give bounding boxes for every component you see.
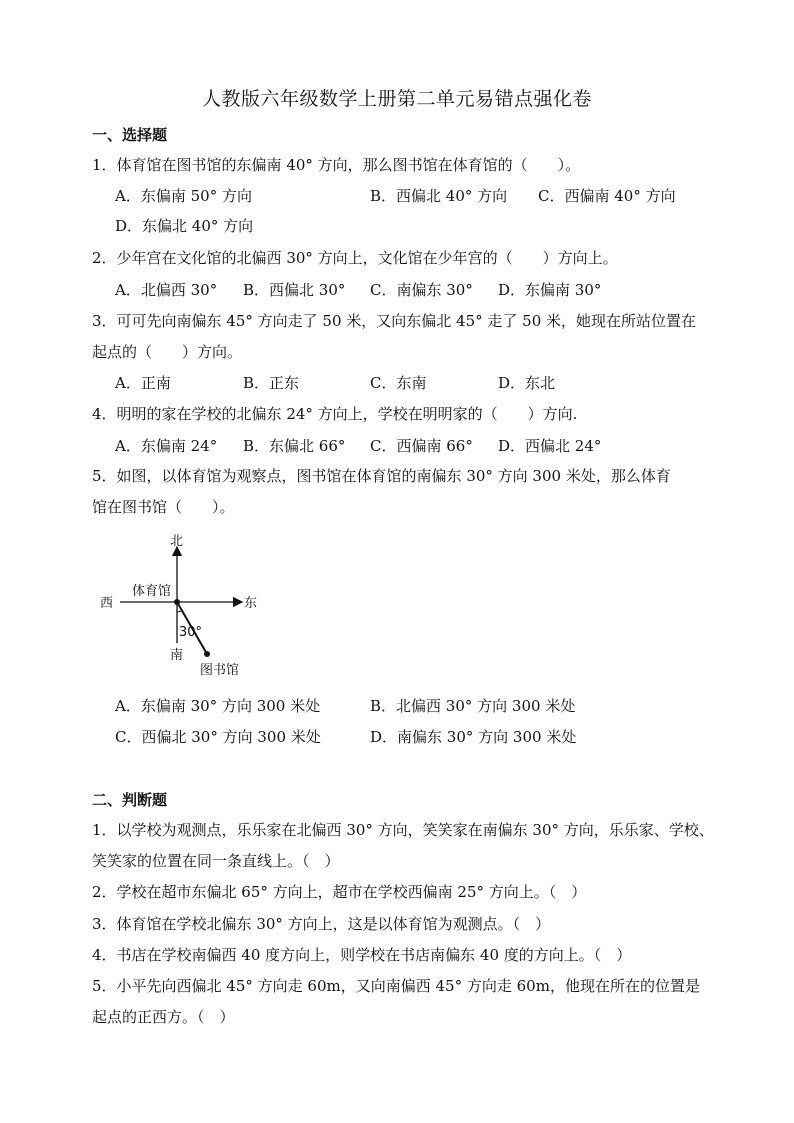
q1-option-c: C．西偏南 40° 方向 [538,187,676,205]
section-heading-choice: 一、选择题 [92,126,168,144]
east-label: 东 [244,596,258,611]
question-5-line-2: 馆在图书馆（ ）。 [92,498,235,516]
q3-option-c: C．东南 [370,374,427,392]
origin-point [174,599,180,605]
q4-option-d: D．西偏北 24° [498,437,602,455]
question-4: 4．明明的家在学校的北偏东 24° 方向上，学校在明明家的（ ）方向. [92,405,578,423]
question-2: 2．少年宫在文化馆的北偏西 30° 方向上，文化馆在少年宫的（ ）方向上。 [92,249,618,267]
q4-option-c: C．西偏南 66° [370,437,473,455]
q2-option-b: B．西偏北 30° [243,281,346,299]
q3-option-b: B．正东 [243,374,300,392]
q2-option-a: A．北偏西 30° [115,281,218,299]
q4-option-b: B．东偏北 66° [243,437,346,455]
west-label: 西 [100,596,114,611]
section-heading-judgement: 二、判断题 [92,791,168,809]
judgement-5-line-1: 5．小平先向西偏北 45° 方向走 60m，又向南偏西 45° 方向走 60m，他现在所在的位置是 [92,977,700,995]
judgement-3: 3．体育馆在学校北偏东 30° 方向上，这是以体育馆为观测点。（ ） [92,915,551,933]
q1-option-b: B．西偏北 40° 方向 [370,187,508,205]
angle-arc [177,611,182,612]
question-3-line-2: 起点的（ ）方向。 [92,343,243,361]
q3-option-d: D．东北 [498,374,556,392]
q3-option-a: A．正南 [115,374,171,392]
angle-label: 30° [179,625,203,640]
question-3-line-1: 3．可可先向南偏东 45° 方向走了 50 米，又向东偏北 45° 走了 50 米，她现在所站位置在 [92,312,697,330]
judgement-2: 2．学校在超市东偏北 65° 方向上，超市在学校西偏南 25° 方向上。（ ） [92,883,587,901]
q5-option-b: B．北偏西 30° 方向 300 米处 [370,697,576,715]
north-label: 北 [170,534,184,549]
judgement-5-line-2: 起点的正西方。（ ） [92,1008,235,1026]
compass-diagram [90,525,270,685]
q2-option-c: C．南偏东 30° [370,281,473,299]
judgement-4: 4．书店在学校南偏西 40 度方向上，则学校在书店南偏东 40 度的方向上。（ ） [92,946,632,964]
q1-option-a: A．东偏南 50° 方向 [115,187,252,205]
target-label: 图书馆 [200,663,240,678]
south-label: 南 [170,648,184,663]
q5-option-a: A．东偏南 30° 方向 300 米处 [115,697,321,715]
judgement-1-line-2: 笑笑家的位置在同一条直线上。（ ） [92,852,340,870]
question-5-line-1: 5．如图，以体育馆为观察点，图书馆在体育馆的南偏东 30° 方向 300 米处，那么体育 [92,467,671,485]
q5-option-c: C．西偏北 30° 方向 300 米处 [115,728,321,746]
question-1: 1．体育馆在图书馆的东偏南 40° 方向，那么图书馆在体育馆的（ ）。 [92,156,581,174]
target-point [204,651,210,657]
q4-option-a: A．东偏南 24° [115,437,218,455]
q5-option-d: D．南偏东 30° 方向 300 米处 [370,728,577,746]
page-title: 人教版六年级数学上册第二单元易错点强化卷 [201,88,592,110]
judgement-1-line-1: 1．以学校为观测点，乐乐家在北偏西 30° 方向，笑笑家在南偏东 30° 方向，乐乐家、学校、 [92,821,714,839]
q2-option-d: D．东偏南 30° [498,281,602,299]
q1-option-d: D．东偏北 40° 方向 [115,217,254,235]
origin-label: 体育馆 [132,584,172,599]
